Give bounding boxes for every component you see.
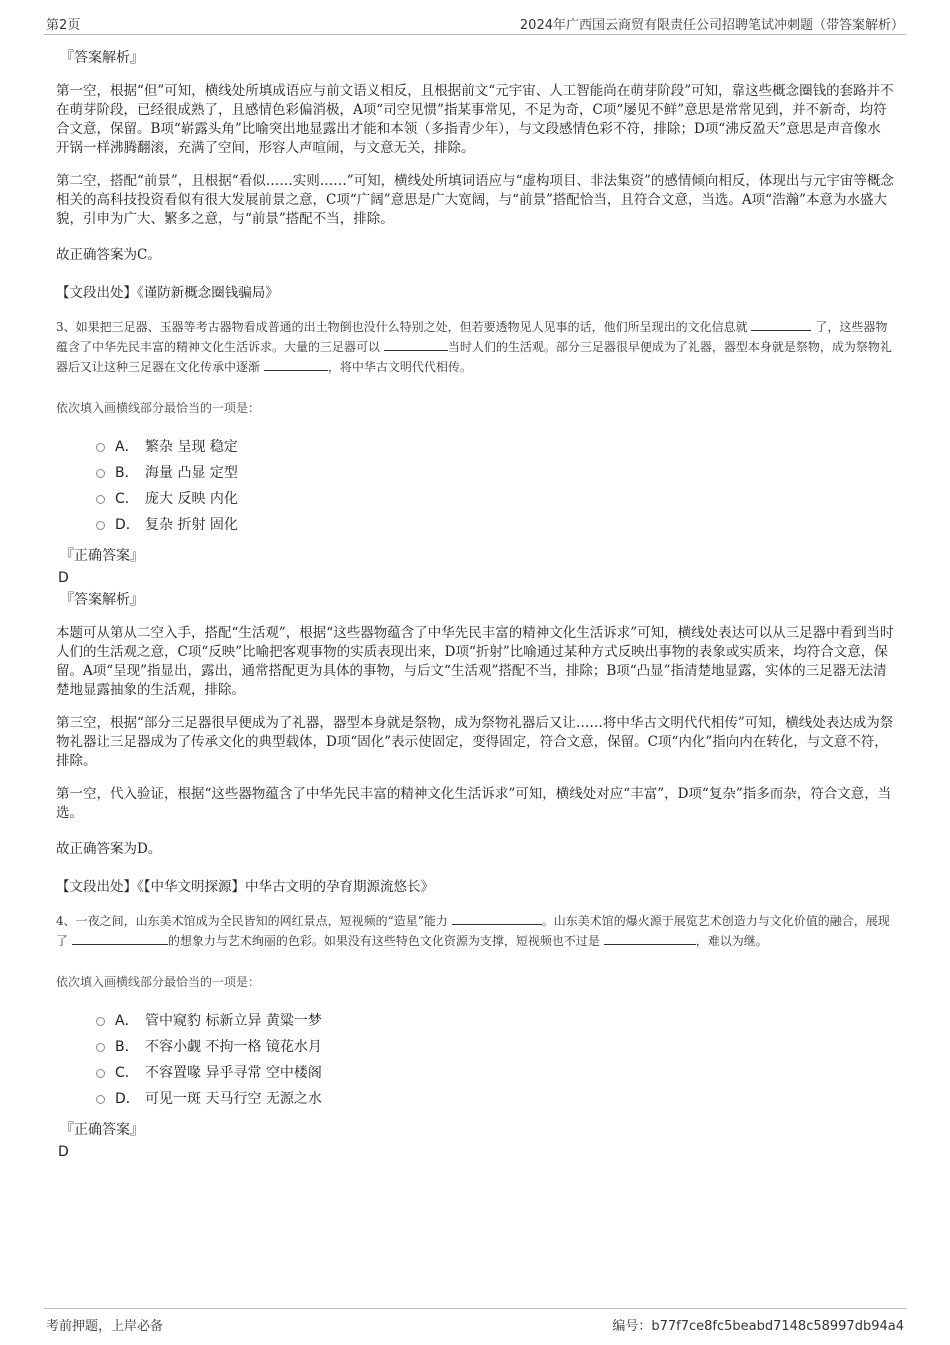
answer-blank [384,337,448,351]
option-c[interactable]: C． 不容置喙 异乎寻常 空中楼阁 [96,1060,894,1086]
correct-answer: D [58,1144,69,1160]
answer-blank [751,317,811,331]
option-d[interactable]: D． 复杂 折射 固化 [96,512,894,538]
answer-blank [264,357,328,371]
analysis-paragraph: 第一空，代入验证，根据“这些器物蕴含了中华先民丰富的精神文化生活诉求”可知，横线处对应“丰富”，D项“复杂”指多而杂，符合文意，当选。 [56,786,892,821]
conclusion: 故正确答案为D。 [56,841,162,857]
analysis-label: 『答案解析』 [60,592,144,608]
radio-icon[interactable] [96,495,105,504]
question-3-text: 3、如果把三足器、玉器等考古器物看成普通的出土物倒也没什么特别之处，但若要透物见人见事的话，他们所呈现出的文化信息就 了，这些器物蕴含了中华先民丰富的精神文化生活诉求。大量的三足器可以 当时人们的生活观。部分三足器很早便成为了礼器，器型本身就是祭物，成为祭物礼器后又让这种三足器在文化传承中逐渐 ，将中华古文明代代相传。 [56,317,894,377]
page-header [44,12,906,35]
footer-slogan: 考前押题，上岸必备 [46,1319,164,1334]
correct-answer-label: 『正确答案』 [60,548,144,564]
question-number: 3、 [56,320,76,334]
options-list [96,434,894,538]
page-content [56,44,894,1164]
analysis-paragraph: 第二空，搭配“前景”，且根据“看似……实则……”可知，横线处所填词语应与“虚构项目、非法集资”的感情倾向相反，体现出与元宇宙等概念相关的高科技投资看似有很大发展前景之意，C项“广阔”意思是广大宽阔，与“前景”搭配恰当，且符合文意，当选。A项“浩瀚”本意为水盛大貌，引申为广大、繁多之意，与“前景”搭配不当，排除。 [56,173,894,227]
page-number: 第2页 [46,18,81,33]
answer-blank [72,931,168,945]
correct-answer-label: 『正确答案』 [60,1122,144,1138]
option-c[interactable]: C． 庞大 反映 内化 [96,486,894,512]
option-b[interactable]: B． 海量 凸显 定型 [96,460,894,486]
question-instruction: 依次填入画横线部分最恰当的一项是： [56,975,261,989]
radio-icon[interactable] [96,1017,105,1026]
source-citation: 【文段出处】《谨防新概念圈钱骗局》 [56,285,279,301]
analysis-label: 『答案解析』 [60,50,144,66]
radio-icon[interactable] [96,1043,105,1052]
source-citation: 【文段出处】《【中华文明探源】中华古文明的孕育期源流悠长》 [56,879,434,895]
answer-blank [604,931,696,945]
question-instruction: 依次填入画横线部分最恰当的一项是： [56,401,261,415]
correct-answer: D [58,570,69,586]
option-a[interactable]: A． 繁杂 呈现 稳定 [96,434,894,460]
radio-icon[interactable] [96,1069,105,1078]
radio-icon[interactable] [96,521,105,530]
radio-icon[interactable] [96,1095,105,1104]
option-d[interactable]: D． 可见一斑 天马行空 无源之水 [96,1086,894,1112]
question-4-text: 4、一夜之间，山东美术馆成为全民皆知的网红景点，短视频的“造星”能力 。山东美术馆的爆火源于展览艺术创造力与文化价值的融合，展现了 的想象力与艺术绚丽的色彩。如果没有这些特色文化资源为支撑，短视频也不过是 ，难以为继。 [56,911,894,951]
analysis-paragraph: 第三空，根据“部分三足器很早便成为了礼器，器型本身就是祭物，成为祭物礼器后又让……将中华古文明代代相传”可知，横线处表达成为祭物礼器让三足器成为了传承文化的典型载体，D项“固化”表示使固定，变得固定，符合文意，保留。C项“内化”指向内在转化，与文意不符，排除。 [56,715,894,769]
option-b[interactable]: B． 不容小觑 不拘一格 镜花水月 [96,1034,894,1060]
analysis-paragraph: 第一空，根据“但”可知，横线处所填成语应与前文语义相反，且根据前文“元宇宙、人工智能尚在萌芽阶段”可知，靠这些概念圈钱的套路并不在萌芽阶段，已经很成熟了，且感情色彩偏消极，A项“司空见惯”指某事常见，不足为奇，C项“屡见不鲜”意思是常常见到，并不新奇，均符合文意，保留。B项“崭露头角”比喻突出地显露出才能和本领（多指青少年），与文段感情色彩不符，排除；D项“沸反盈天”意思是声音像水开锅一样沸腾翻滚，充满了空间，形容人声喧闹，与文意无关，排除。 [56,83,894,156]
question-number: 4、 [56,914,76,928]
page-footer [44,1308,906,1334]
radio-icon[interactable] [96,469,105,478]
options-list [96,1008,894,1112]
option-a[interactable]: A． 管中窥豹 标新立异 黄粱一梦 [96,1008,894,1034]
answer-blank [452,911,542,925]
conclusion: 故正确答案为C。 [56,247,161,263]
document-id: 编号：b77f7ce8fc5beabd7148c58997db94a4 [612,1319,904,1334]
analysis-paragraph: 本题可从第从二空入手，搭配“生活观”，根据“这些器物蕴含了中华先民丰富的精神文化生活诉求”可知，横线处表达可以从三足器中看到当时人们的生活观之意，C项“反映”比喻把客观事物的实质表现出来，D项“折射”比喻通过某种方式反映出事物的表象或实质来，均符合文意，保留。A项“呈现”指显出，露出，通常搭配更为具体的事物，与后文“生活观”搭配不当，排除；B项“凸显”指清楚地显露，实体的三足器无法清楚地显露抽象的生活观，排除。 [56,625,894,698]
document-title: 2024年广西国云商贸有限责任公司招聘笔试冲刺题（带答案解析） [519,18,904,33]
radio-icon[interactable] [96,443,105,452]
